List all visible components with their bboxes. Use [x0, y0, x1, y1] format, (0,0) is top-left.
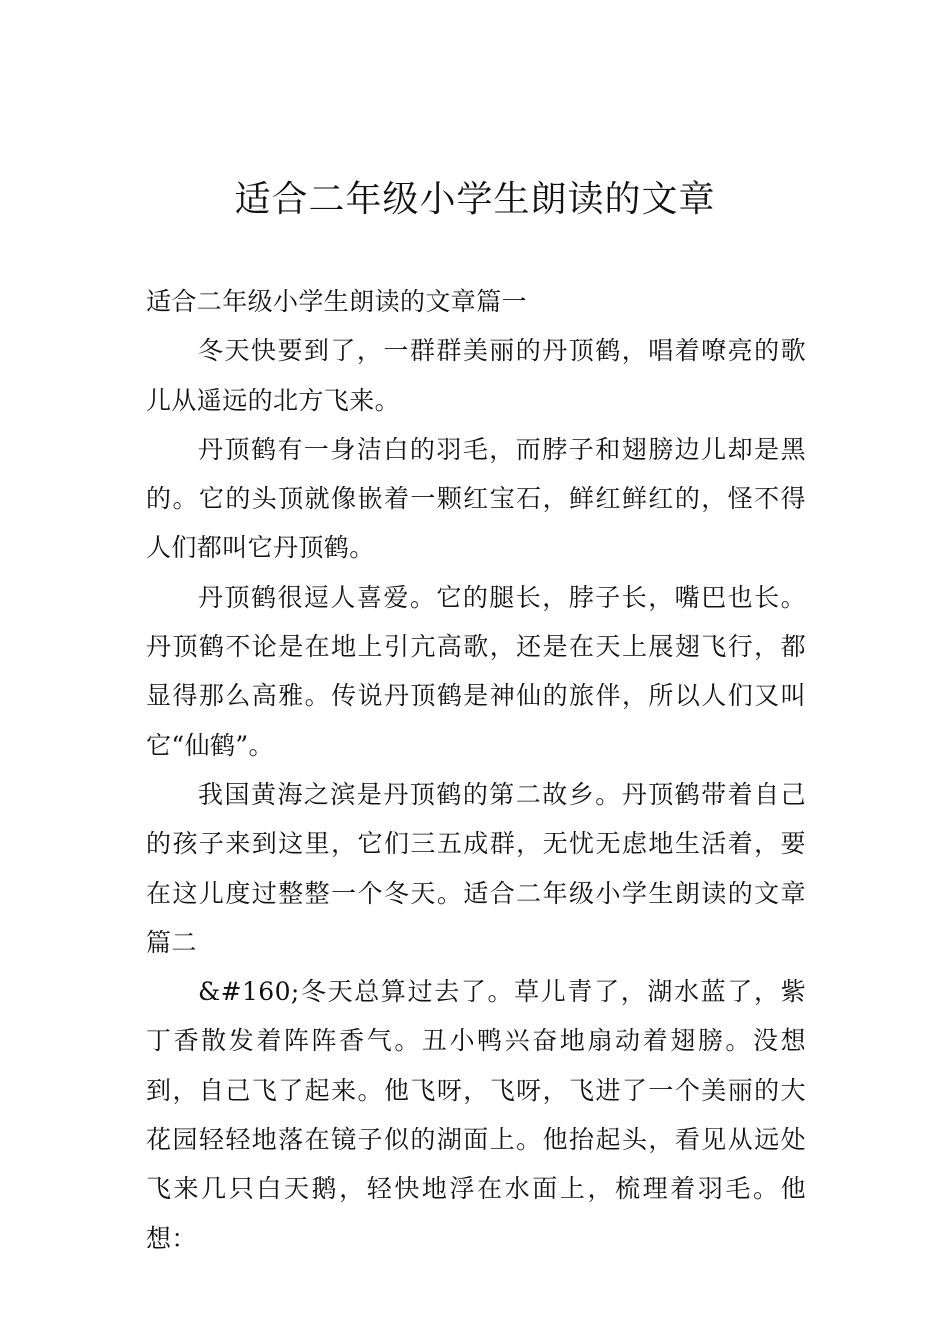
section-heading-1: 适合二年级小学生朗读的文章篇一	[146, 287, 528, 316]
paragraph-3: 丹顶鹤很逗人喜爱。它的腿长，脖子长，嘴巴也长。丹顶鹤不论是在地上引亢高歌，还是在天上展翅飞行，都显得那么高雅。传说丹顶鹤是神仙的旅伴，所以人们又叫它“仙鹤”。	[146, 582, 806, 760]
document-title: 适合二年级小学生朗读的文章	[234, 179, 716, 220]
paragraph-1: 冬天快要到了，一群群美丽的丹顶鹤，唱着嘹亮的歌儿从遥远的北方飞来。	[146, 336, 806, 415]
paragraph-5: &#160;冬天总算过去了。草儿青了，湖水蓝了，紫丁香散发着阵阵香气。丑小鸭兴奋地扇动着翅膀。没想到，自己飞了起来。他飞呀，飞呀，飞进了一个美丽的大花园轻轻地落在镜子似的湖面上。他抬起头，看见从远处飞来几只白天鹅，轻快地浮在水面上，梳理着羽毛。他想：	[146, 977, 806, 1253]
document-body	[146, 277, 806, 1263]
paragraph-2: 丹顶鹤有一身洁白的羽毛，而脖子和翅膀边儿却是黑的。它的头顶就像嵌着一颗红宝石，鲜红鲜红的，怪不得人们都叫它丹顶鹤。	[146, 434, 806, 563]
paragraph-4: 我国黄海之滨是丹顶鹤的第二故乡。丹顶鹤带着自己的孩子来到这里，它们三五成群，无忧无虑地生活着，要在这儿度过整整一个冬天。适合二年级小学生朗读的文章篇二	[146, 779, 806, 957]
